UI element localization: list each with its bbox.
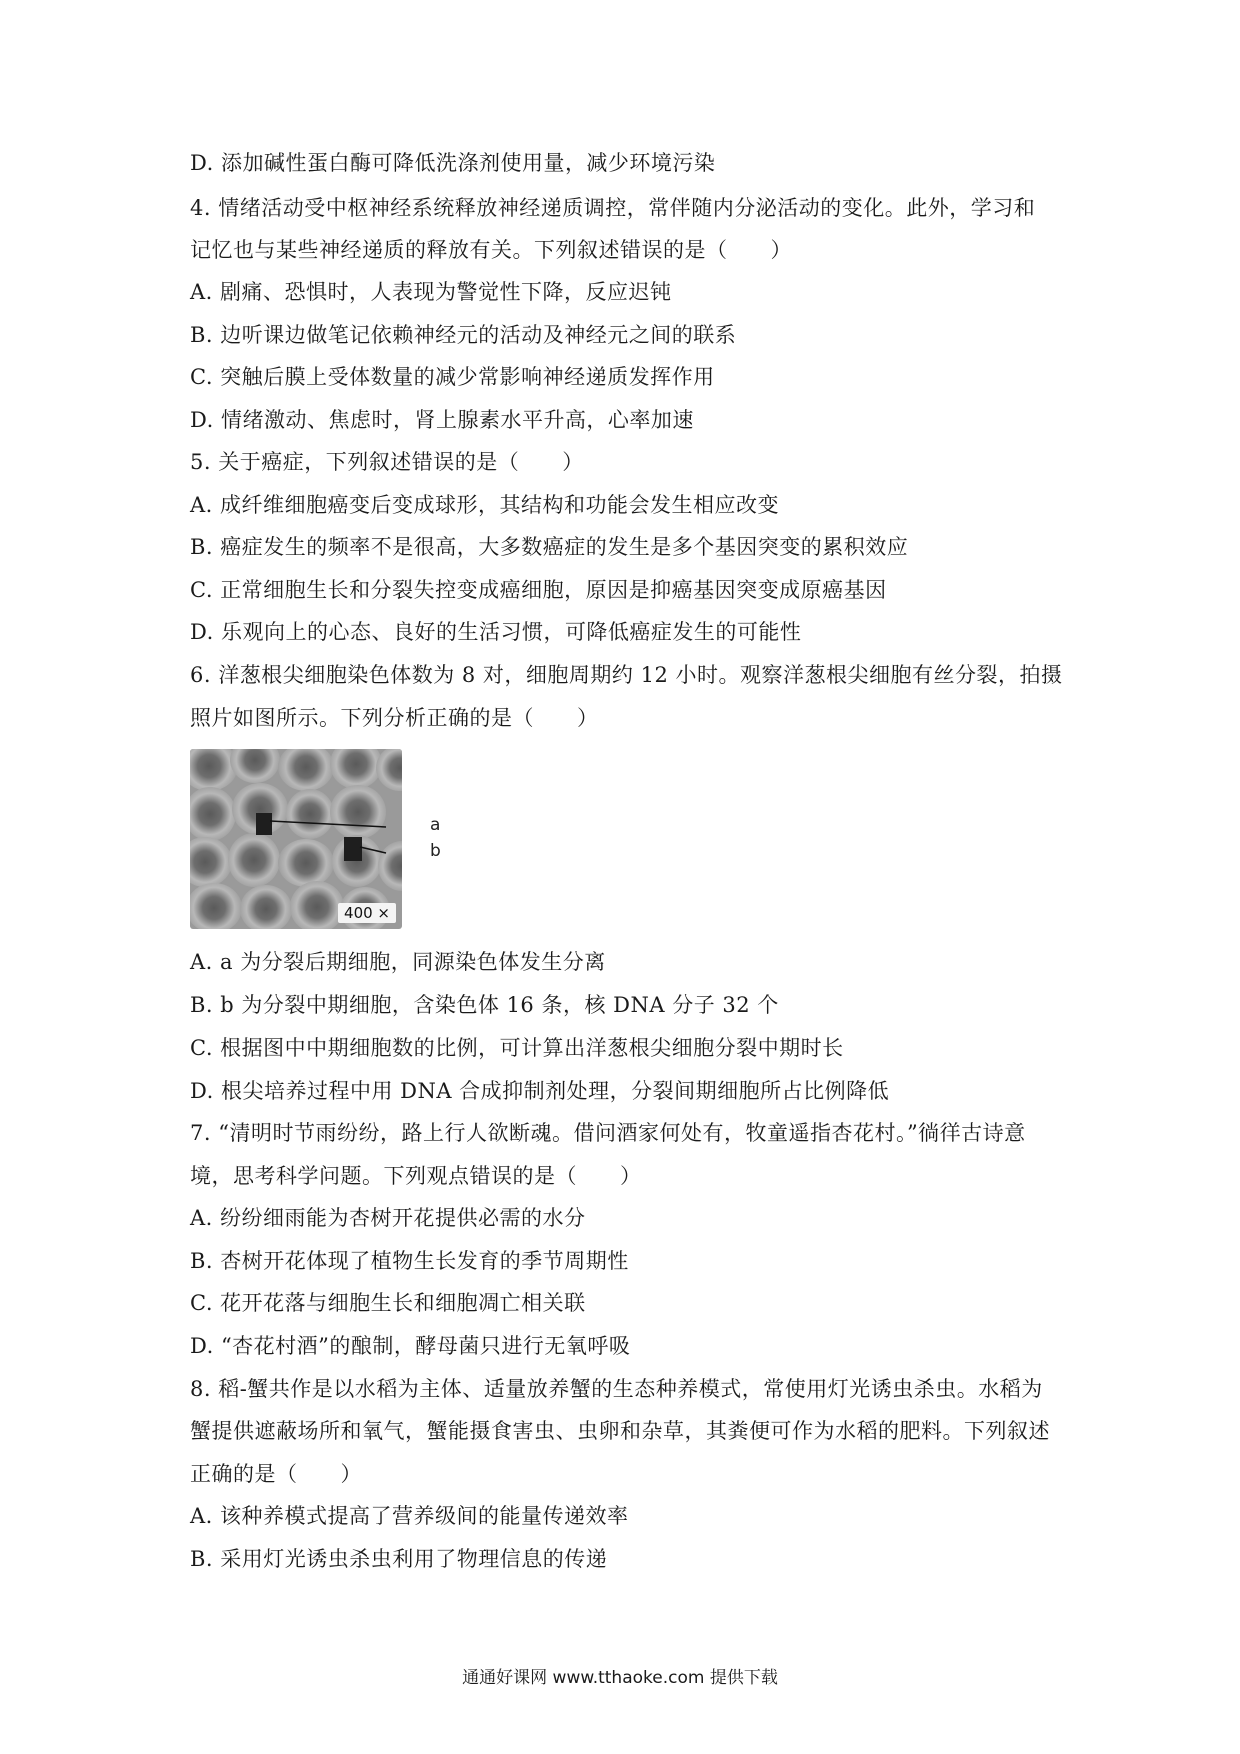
text-line: 5. 关于癌症，下列叙述错误的是（ ） <box>190 450 584 474</box>
text-line: C. 根据图中中期细胞数的比例，可计算出洋葱根尖细胞分裂中期时长 <box>190 1036 844 1060</box>
text-line: 正确的是（ ） <box>190 1462 362 1486</box>
text-line: A. 剧痛、恐惧时，人表现为警觉性下降，反应迟钝 <box>190 280 672 304</box>
figure-label-a: a <box>430 815 441 835</box>
text-line: 蟹提供遮蔽场所和氧气，蟹能摄食害虫、虫卵和杂草，其粪便可作为水稻的肥料。下列叙述 <box>190 1419 1050 1443</box>
text-line: B. 采用灯光诱虫杀虫利用了物理信息的传递 <box>190 1547 608 1571</box>
text-line: C. 花开花落与细胞生长和细胞凋亡相关联 <box>190 1291 586 1315</box>
magnification-label: 400 × <box>338 903 396 923</box>
annotation-lines <box>190 749 402 929</box>
text-line: 6. 洋葱根尖细胞染色体数为 8 对，细胞周期约 12 小时。观察洋葱根尖细胞有丝分裂，拍摄 <box>190 663 1063 687</box>
text-line: B. 杏树开花体现了植物生长发育的季节周期性 <box>190 1249 629 1273</box>
page-footer: 通通好课网 www.tthaoke.com 提供下载 <box>462 1668 778 1688</box>
figure-label-b: b <box>430 841 441 861</box>
text-line: B. 癌症发生的频率不是很高，大多数癌症的发生是多个基因突变的累积效应 <box>190 535 909 559</box>
text-line: 境，思考科学问题。下列观点错误的是（ ） <box>190 1164 642 1188</box>
text-line: A. 纷纷细雨能为杏树开花提供必需的水分 <box>190 1206 586 1230</box>
text-line: A. a 为分裂后期细胞，同源染色体发生分离 <box>190 950 606 974</box>
text-line: C. 突触后膜上受体数量的减少常影响神经递质发挥作用 <box>190 365 715 389</box>
micrograph-figure <box>190 749 402 929</box>
text-line: B. b 为分裂中期细胞，含染色体 16 条，核 DNA 分子 32 个 <box>190 993 779 1017</box>
text-line: A. 成纤维细胞癌变后变成球形，其结构和功能会发生相应改变 <box>190 493 780 517</box>
cell-a-chromosomes <box>256 813 272 835</box>
text-line: D. 情绪激动、焦虑时，肾上腺素水平升高，心率加速 <box>190 408 694 432</box>
text-line: D. 添加碱性蛋白酶可降低洗涤剂使用量，减少环境污染 <box>190 151 716 175</box>
text-line: A. 该种养模式提高了营养级间的能量传递效率 <box>190 1504 629 1528</box>
text-line: 记忆也与某些神经递质的释放有关。下列叙述错误的是（ ） <box>190 238 792 262</box>
text-line: D. 乐观向上的心态、良好的生活习惯，可降低癌症发生的可能性 <box>190 620 802 644</box>
text-line: D. “杏花村酒”的酿制，酵母菌只进行无氧呼吸 <box>190 1334 631 1358</box>
text-line: D. 根尖培养过程中用 DNA 合成抑制剂处理，分裂间期细胞所占比例降低 <box>190 1079 890 1103</box>
text-line: 4. 情绪活动受中枢神经系统释放神经递质调控，常伴随内分泌活动的变化。此外，学习和 <box>190 196 1036 220</box>
text-line: 7. “清明时节雨纷纷，路上行人欲断魂。借问酒家何处有，牧童遥指杏花村。”徜徉古诗意 <box>190 1121 1026 1145</box>
text-line: C. 正常细胞生长和分裂失控变成癌细胞，原因是抑癌基因突变成原癌基因 <box>190 578 887 602</box>
text-line: 照片如图所示。下列分析正确的是（ ） <box>190 706 599 730</box>
text-line: B. 边听课边做笔记依赖神经元的活动及神经元之间的联系 <box>190 323 737 347</box>
cell-b-chromosomes <box>344 837 362 861</box>
text-line: 8. 稻-蟹共作是以水稻为主体、适量放养蟹的生态种养模式，常使用灯光诱虫杀虫。水稻为 <box>190 1377 1043 1401</box>
